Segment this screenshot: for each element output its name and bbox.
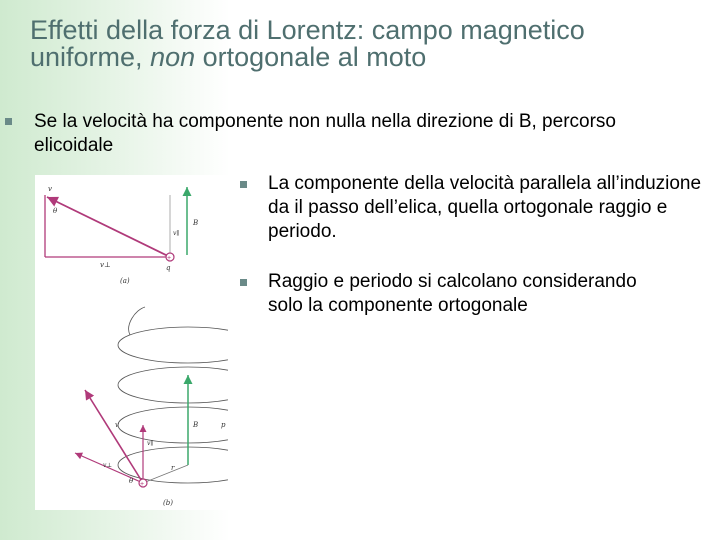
panel-b	[118, 307, 228, 483]
label-B-a: B	[193, 219, 199, 227]
sub-bullet-text-2: Raggio e periodo si calcolano considerando solo la componente ortogonale	[268, 271, 637, 316]
sub-bullet-marker-2	[240, 279, 247, 286]
panel-a	[45, 185, 198, 285]
label-p-b: p	[221, 421, 226, 429]
label-v-a: v	[48, 185, 52, 193]
svg-text:+: +	[167, 255, 172, 262]
v-arrow-a	[47, 197, 170, 257]
label-theta-b: θ	[129, 477, 134, 485]
slide-title: Effetti della forza di Lorentz: campo magnetico uniforme, non ortogonale al moto	[30, 15, 585, 72]
bullet-text-1: Se la velocità ha componente non nulla nella direzione di B, percorso elicoidale	[34, 111, 616, 156]
helix-figure	[35, 175, 228, 510]
svg-text:+: +	[140, 481, 145, 488]
label-q-a: q	[166, 264, 171, 272]
label-v-b: v	[115, 421, 119, 429]
label-theta-a: θ	[53, 207, 58, 215]
label-vperp-a: v⊥	[100, 261, 111, 269]
panel-b-arrows	[75, 375, 228, 507]
helix-diagram	[35, 175, 228, 510]
label-vpar-a: v∥	[173, 230, 180, 237]
label-vpar-b: v∥	[147, 440, 154, 447]
label-r-b: r	[171, 464, 175, 472]
label-B-b: B	[193, 421, 199, 429]
bullet-marker	[5, 118, 12, 125]
sub-bullet-text-1: La componente della velocità parallela all’induzione da il passo dell’elica, quella ortogonale raggio e periodo.	[268, 173, 702, 242]
sub-bullet-marker-1	[240, 181, 247, 188]
caption-a: (a)	[120, 277, 130, 285]
label-vperp-b: v⊥	[103, 462, 113, 469]
caption-b: (b)	[163, 499, 173, 507]
radius-line-b	[143, 465, 188, 483]
